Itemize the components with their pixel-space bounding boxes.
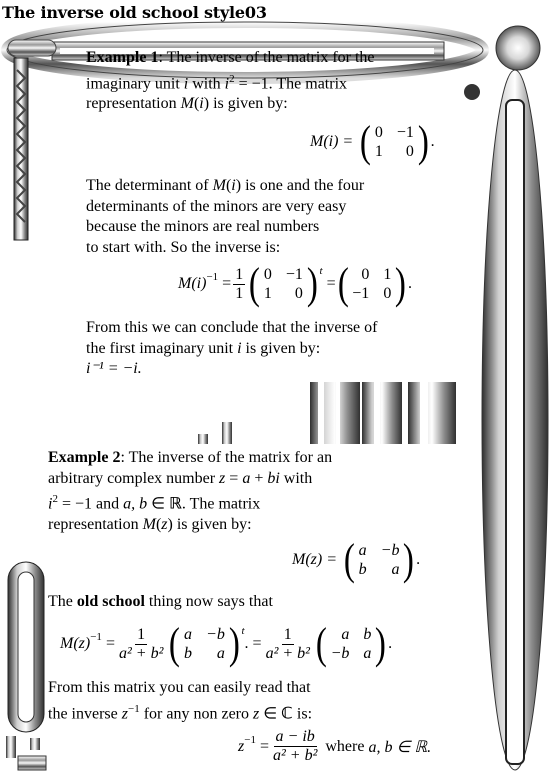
top-right-knot [496,26,540,70]
example1-heading: Example 1 [86,49,159,66]
example2-eq2: M(z) $^{-1}$ = $\frac{1}{\text{a² + b²}}$ ( a −b b a ) $^t$ . = $\frac{1}{\text{a² + b²}}$ ( a b −b a ) . [60,619,393,668]
example2-old-school: The old school thing now says that [48,593,273,610]
example1-result: i⁻¹ = −i. [86,360,142,377]
example2-matrix: a −b b a [358,542,400,578]
example1-eq2: M(i) $^{-1}$ = $\frac{1}{1}$ ( 0 −1 1 0 ) $^t$ = ( 0 1 −1 0 ) . [178,259,412,308]
example1-conclusion: From this we can conclude that the inverse of the first imaginary unit i is given by: i⁻¹ = −i. [86,319,378,377]
example2-eq1: M(z) = ( a −b b a ) . [292,535,421,584]
example1-eq1: M(i) = ( 0 −1 1 0 ) . [310,117,435,166]
example2-intro: Example 2: The inverse of the matrix for an arbitrary complex number z = a + bi with $i^2 = -1$ and a, b ∈ ℝ. The matrix representation M(z) is given by: [48,449,333,533]
example1-intro: Example 1: The inverse of the matrix for the imaginary unit i with $i^2 = -1$. The matrix representation M(i) is given by: [86,49,375,113]
left-column [14,58,28,240]
middle-bars [198,382,456,444]
example2-read-text: From this matrix you can easily read that the inverse $z^{-1}$ for any non zero z ∈ ℂ is: [48,679,313,722]
page-title: The inverse old school style03 [2,3,267,22]
example1-matrix: 0 −1 1 0 [374,124,414,160]
example2-eq3: z $^{-1}$ = $\frac{a - ib}{\text{a² + b²}}$ where a, b ∈ ℝ. [238,728,432,764]
example2-heading: Example 2 [48,449,121,466]
example1-determinant-text: The determinant of M(i) is one and the four determinants of the minors are very easy because the minors are real numbers to start with. So the inverse is: [86,177,365,256]
